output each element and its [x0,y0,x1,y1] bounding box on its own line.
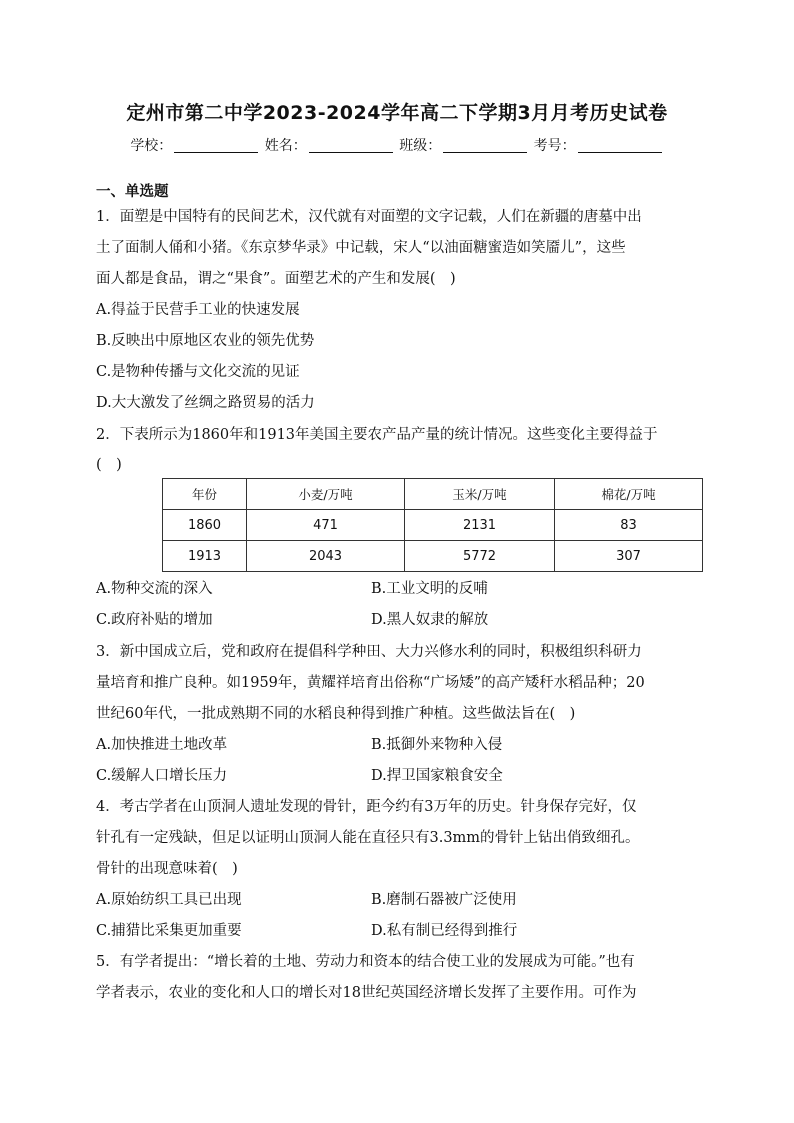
name-blank[interactable] [309,138,393,153]
q3-option-d[interactable]: D.捍卫国家粮食安全 [371,768,503,784]
class-label: 班级： [399,138,442,154]
q2-line: 2．下表所示为1860年和1913年美国主要农产品产量的统计情况。这些变化主要得益于 [96,427,658,443]
q1-line: 土了面制人俑和小猪。《东京梦华录》中记载，宋人“以油面糖蜜造如笑靥儿”，这些 [96,240,626,256]
class-blank[interactable] [443,138,527,153]
q4-option-b[interactable]: B.磨制石器被广泛使用 [371,892,517,908]
q2-option-a[interactable]: A.物种交流的深入 [96,581,213,597]
page-title: 定州市第二中学2023-2024学年高二下学期3月月考历史试卷 [126,102,668,124]
q2-option-d[interactable]: D.黑人奴隶的解放 [371,612,489,628]
table-row [163,541,703,572]
production-table [162,478,703,572]
table-header-cell: 棉花/万吨 [555,479,703,510]
q3-option-b[interactable]: B.抵御外来物种入侵 [371,737,503,753]
q4-option-d[interactable]: D.私有制已经得到推行 [371,923,518,939]
table-header-cell: 年份 [163,479,247,510]
table-cell: 5772 [405,541,555,572]
q1-line: 面人都是食品，谓之“果食”。面塑艺术的产生和发展( ) [96,271,456,287]
q2-option-b[interactable]: B.工业文明的反哺 [371,581,488,597]
q4-line: 针孔有一定残缺，但足以证明山顶洞人能在直径只有3.3mm的骨针上钻出俏致细孔。 [96,830,640,846]
q1-option-b[interactable]: B.反映出中原地区农业的领先优势 [96,333,315,349]
q4-line: 4．考古学者在山顶洞人遗址发现的骨针，距今约有3万年的历史。针身保存完好，仅 [96,799,637,815]
q5-line: 学者表示，农业的变化和人口的增长对18世纪英国经济增长发挥了主要作用。可作为 [96,985,637,1001]
q2-line: ( ) [96,457,122,473]
q3-option-a[interactable]: A.加快推进土地改革 [96,737,228,753]
table-header-row [163,479,703,510]
q4-option-a[interactable]: A.原始纺织工具已出现 [96,892,242,908]
q1-option-a[interactable]: A.得益于民营手工业的快速发展 [96,302,300,318]
table-cell: 2131 [405,510,555,541]
table-cell: 2043 [247,541,405,572]
q2-option-c[interactable]: C.政府补贴的增加 [96,612,213,628]
school-label: 学校： [130,138,173,154]
q3-line: 世纪60年代，一批成熟期不同的水稻良种得到推广种植。这些做法旨在( ) [96,706,576,722]
student-info-line [0,135,794,155]
number-blank[interactable] [578,138,662,153]
number-label: 考号： [533,138,576,154]
q1-option-d[interactable]: D.大大激发了丝绸之路贸易的活力 [96,395,315,411]
name-label: 姓名： [264,138,307,154]
table-cell: 307 [555,541,703,572]
table-row [163,510,703,541]
table-header-cell: 玉米/万吨 [405,479,555,510]
q3-line: 3．新中国成立后，党和政府在提倡科学种田、大力兴修水利的同时，积极组织科研力 [96,644,642,660]
q3-line: 量培育和推广良种。如1959年，黄耀祥培育出俗称“广场矮”的高产矮秆水稻品种；20 [96,675,645,691]
q5-line: 5．有学者提出：“增长着的土地、劳动力和资本的结合使工业的发展成为可能。”也有 [96,954,635,970]
q1-option-c[interactable]: C.是物种传播与文化交流的见证 [96,364,300,380]
table-cell: 83 [555,510,703,541]
table-cell: 471 [247,510,405,541]
q4-line: 骨针的出现意味着( ) [96,861,238,877]
q1-line: 1．面塑是中国特有的民间艺术，汉代就有对面塑的文字记载，人们在新疆的唐墓中出 [96,209,642,225]
table-cell: 1860 [163,510,247,541]
q3-option-c[interactable]: C.缓解人口增长压力 [96,768,228,784]
table-cell: 1913 [163,541,247,572]
table-header-cell: 小麦/万吨 [247,479,405,510]
q4-option-c[interactable]: C.捕猎比采集更加重要 [96,923,242,939]
school-blank[interactable] [174,138,258,153]
section-title: 一、单选题 [96,184,169,200]
